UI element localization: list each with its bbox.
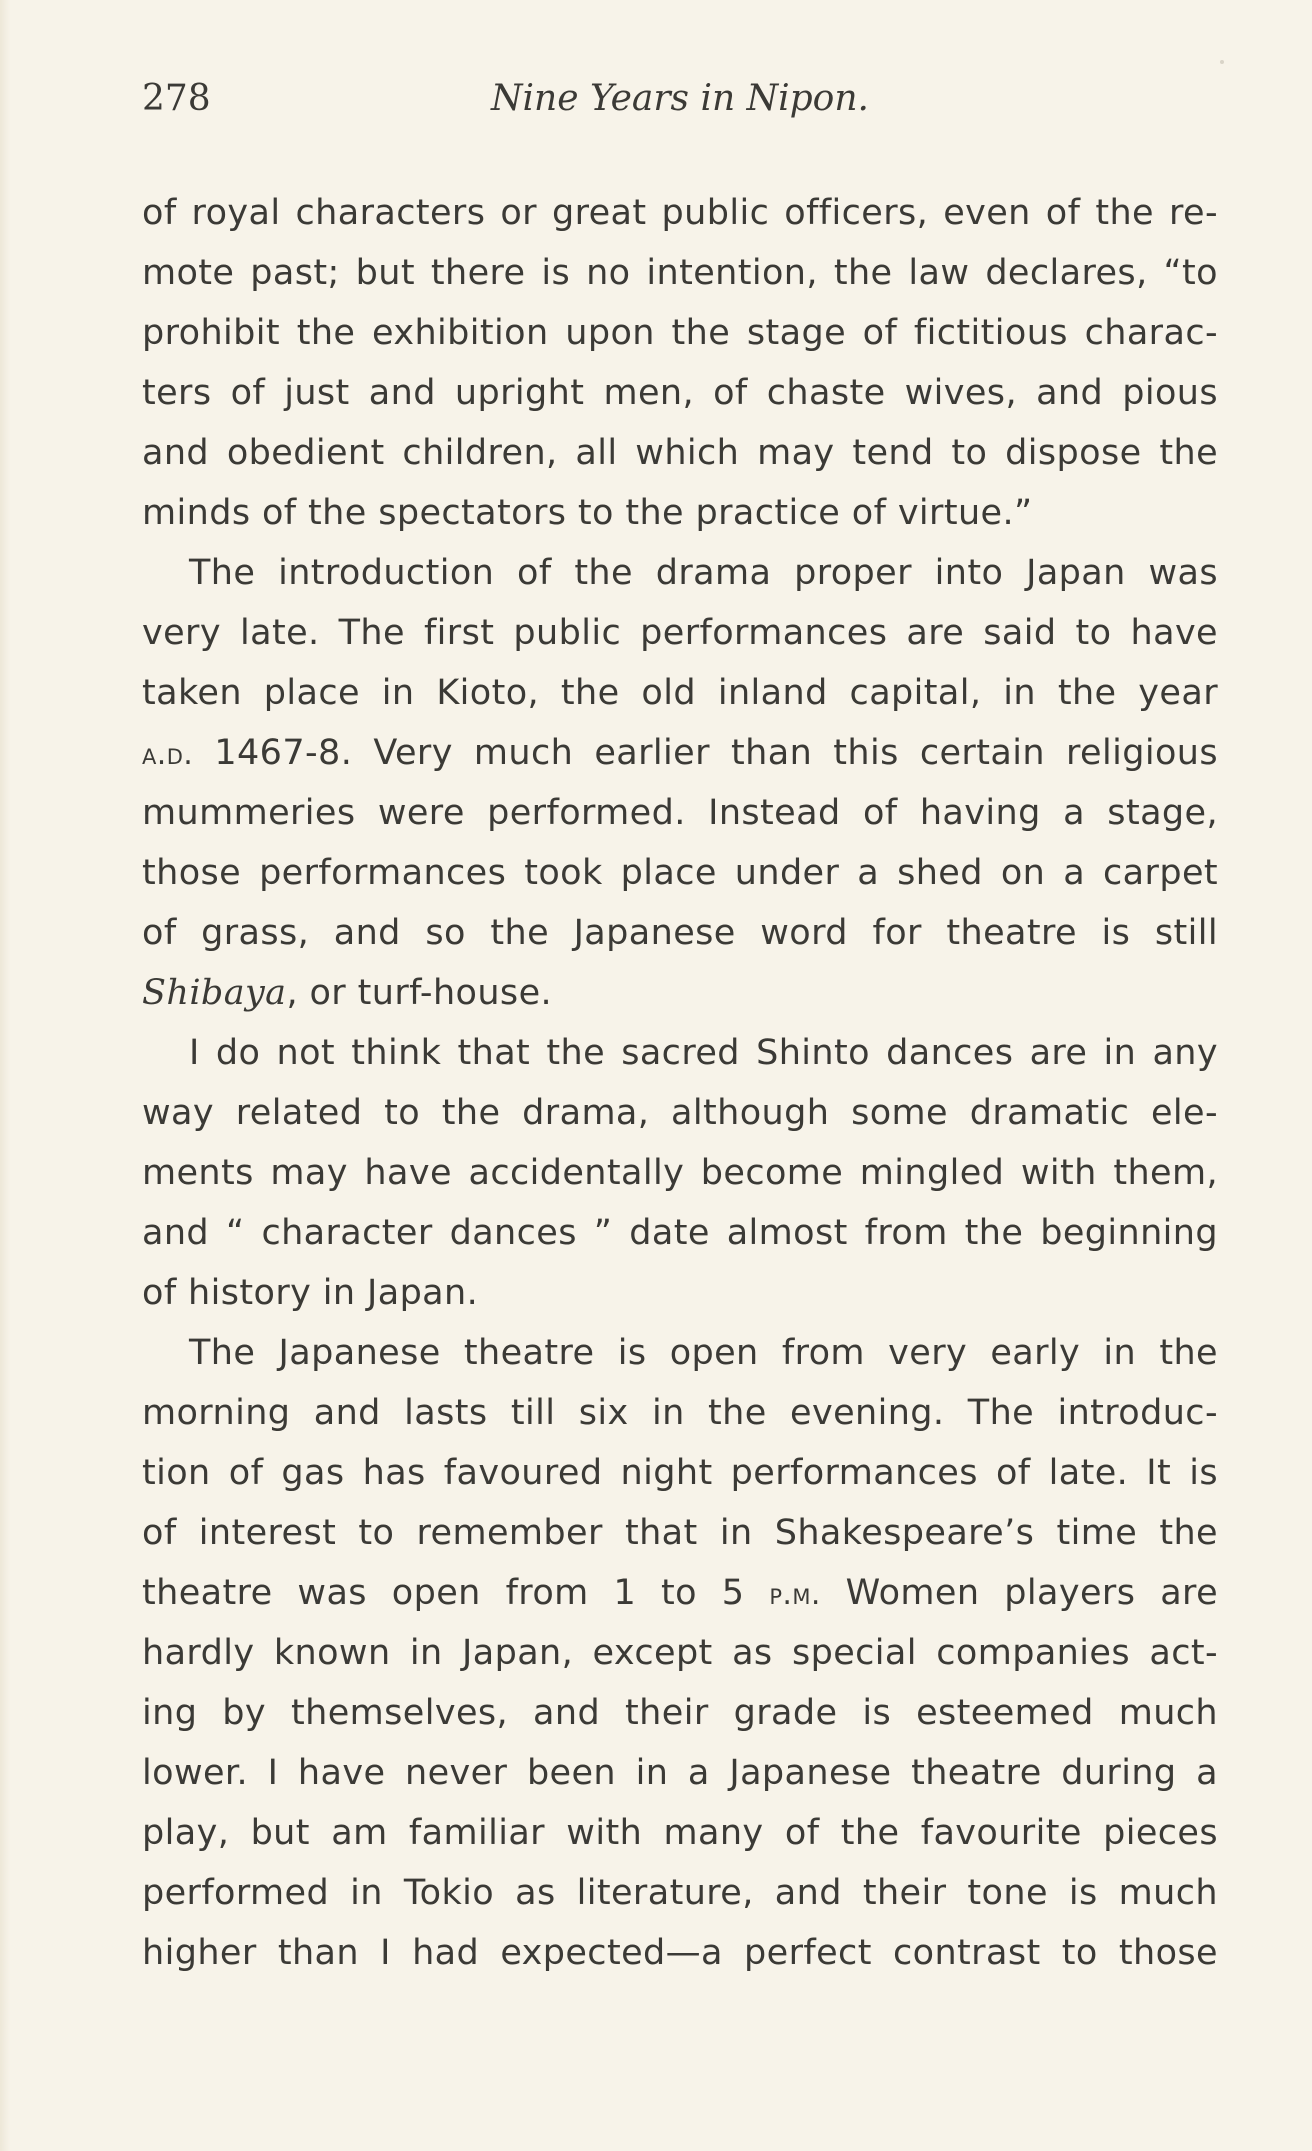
body-text — [142, 183, 1218, 1983]
text-line — [142, 963, 1218, 1023]
text-line: those performances took place under a shed on a carpet — [142, 853, 1218, 893]
line-rest: 1467-8. Very much earlier than this certain religious — [193, 733, 1218, 773]
text-line: of interest to remember that in Shakespeare’s time the — [142, 1513, 1218, 1553]
text-line: tion of gas has favoured night performances of late. It is — [142, 1453, 1218, 1493]
text-line: ments may have accidentally become mingled with them, — [142, 1153, 1218, 1193]
text-line — [142, 1563, 1218, 1623]
text-line: very late. The first public performances are said to have — [142, 613, 1218, 653]
text-line: minds of the spectators to the practice of virtue.” — [142, 493, 1033, 533]
text-line: ing by themselves, and their grade is esteemed much — [142, 1693, 1218, 1733]
small-caps-text: a.d. — [142, 737, 194, 772]
text-line: play, but am familiar with many of the favourite pieces — [142, 1813, 1218, 1853]
text-line: of royal characters or great public officers, even of the re- — [142, 193, 1218, 233]
page-header — [142, 78, 1218, 138]
text-line: and “ character dances ” date almost from the beginning — [142, 1213, 1218, 1253]
text-line: and obedient children, all which may tend to dispose the — [142, 433, 1218, 473]
running-title: Nine Years in Nipon. — [491, 78, 869, 119]
text-line: I do not think that the sacred Shinto dances are in any — [189, 1033, 1218, 1073]
text-line: prohibit the exhibition upon the stage of fictitious charac- — [142, 313, 1218, 353]
text-line: of history in Japan. — [142, 1273, 479, 1313]
small-caps-text: p.m. — [769, 1577, 821, 1612]
text-line: of grass, and so the Japanese word for theatre is still — [142, 913, 1218, 953]
text-line: performed in Tokio as literature, and their tone is much — [142, 1873, 1218, 1913]
text-line: mote past; but there is no intention, the law declares, “to — [142, 253, 1218, 293]
line-pre: theatre was open from 1 to 5 — [142, 1573, 770, 1613]
paper-speck — [1220, 60, 1224, 64]
text-line: taken place in Kioto, the old inland capital, in the year — [142, 673, 1218, 713]
text-line: higher than I had expected—a perfect contrast to those — [142, 1933, 1218, 1973]
line-rest: Women players are — [820, 1573, 1218, 1613]
text-line: lower. I have never been in a Japanese theatre during a — [142, 1753, 1218, 1793]
text-line: ters of just and upright men, of chaste wives, and pious — [142, 373, 1218, 413]
page-edge-shadow — [0, 0, 10, 2151]
text-line: The Japanese theatre is open from very early in the — [189, 1333, 1218, 1373]
text-line: The introduction of the drama proper into Japan was — [189, 553, 1218, 593]
text-line: hardly known in Japan, except as special companies act- — [142, 1633, 1218, 1673]
page-number: 278 — [142, 78, 211, 119]
italic-word: Shibaya — [142, 973, 287, 1013]
text-line — [142, 723, 1218, 783]
text-line: mummeries were performed. Instead of having a stage, — [142, 793, 1218, 833]
line-rest: , or turf-house. — [286, 973, 553, 1013]
text-line: way related to the drama, although some dramatic ele- — [142, 1093, 1218, 1133]
text-line: morning and lasts till six in the evening. The introduc- — [142, 1393, 1218, 1433]
